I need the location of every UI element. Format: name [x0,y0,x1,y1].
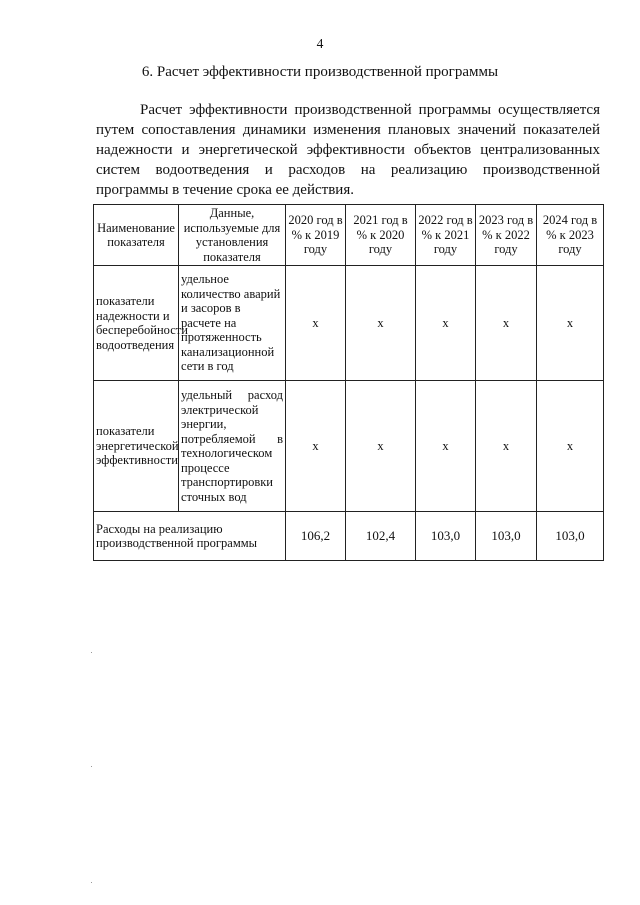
header-year-2020: 2020 год в % к 2019 году [286,205,346,266]
header-indicator-name: Наименование показателя [94,205,179,266]
table-row-expenses [94,512,604,561]
energy-value-2024: x [537,381,604,512]
header-year-2024: 2024 год в % к 2023 году [537,205,604,266]
intro-paragraph: Расчет эффективности производственной программы осуществляется путем сопоставления динамики изменения плановых значений показателей надежности и энергетической эффективности объектов централизованных систем водоотведения и расходов на реализацию производственной программы в течение срока ее действия. [96,102,600,198]
expenses-label: Расходы на реализацию производственной программы [94,512,286,561]
energy-value-2020: x [286,381,346,512]
reliability-source-data: удельное количество аварий и засоров в расчете на протяженность канализационной сети в год [179,266,286,381]
table-row-reliability [94,266,604,381]
header-year-2021: 2021 год в % к 2020 году [346,205,416,266]
expenses-value-2024: 103,0 [537,512,604,561]
reliability-value-2021: x [346,266,416,381]
header-source-data: Данные, используемые для установления показателя [179,205,286,266]
energy-value-2023: x [476,381,537,512]
reliability-indicator-name: показатели надежности и бесперебойности водоотведения [94,266,179,381]
efficiency-table [93,204,604,561]
expenses-value-2021: 102,4 [346,512,416,561]
scan-artifact [91,652,92,653]
section-heading: 6. Расчет эффективности производственной программы [141,64,499,80]
table-row-energy-efficiency [94,381,604,512]
header-year-2022: 2022 год в % к 2021 году [416,205,476,266]
energy-source-data: удельный расход электрической энергии, потребляемой в технологическом процессе транспортировки сточных вод [179,381,286,512]
scan-artifact [91,882,92,883]
reliability-value-2024: x [537,266,604,381]
header-year-2023: 2023 год в % к 2022 году [476,205,537,266]
expenses-value-2023: 103,0 [476,512,537,561]
table-header-row [94,205,604,266]
page-number: 4 [316,36,324,51]
reliability-value-2022: x [416,266,476,381]
reliability-value-2020: x [286,266,346,381]
energy-indicator-name: показатели энергетической эффективности [94,381,179,512]
reliability-value-2023: x [476,266,537,381]
scan-artifact [91,766,92,767]
energy-value-2021: x [346,381,416,512]
energy-value-2022: x [416,381,476,512]
expenses-value-2020: 106,2 [286,512,346,561]
expenses-value-2022: 103,0 [416,512,476,561]
